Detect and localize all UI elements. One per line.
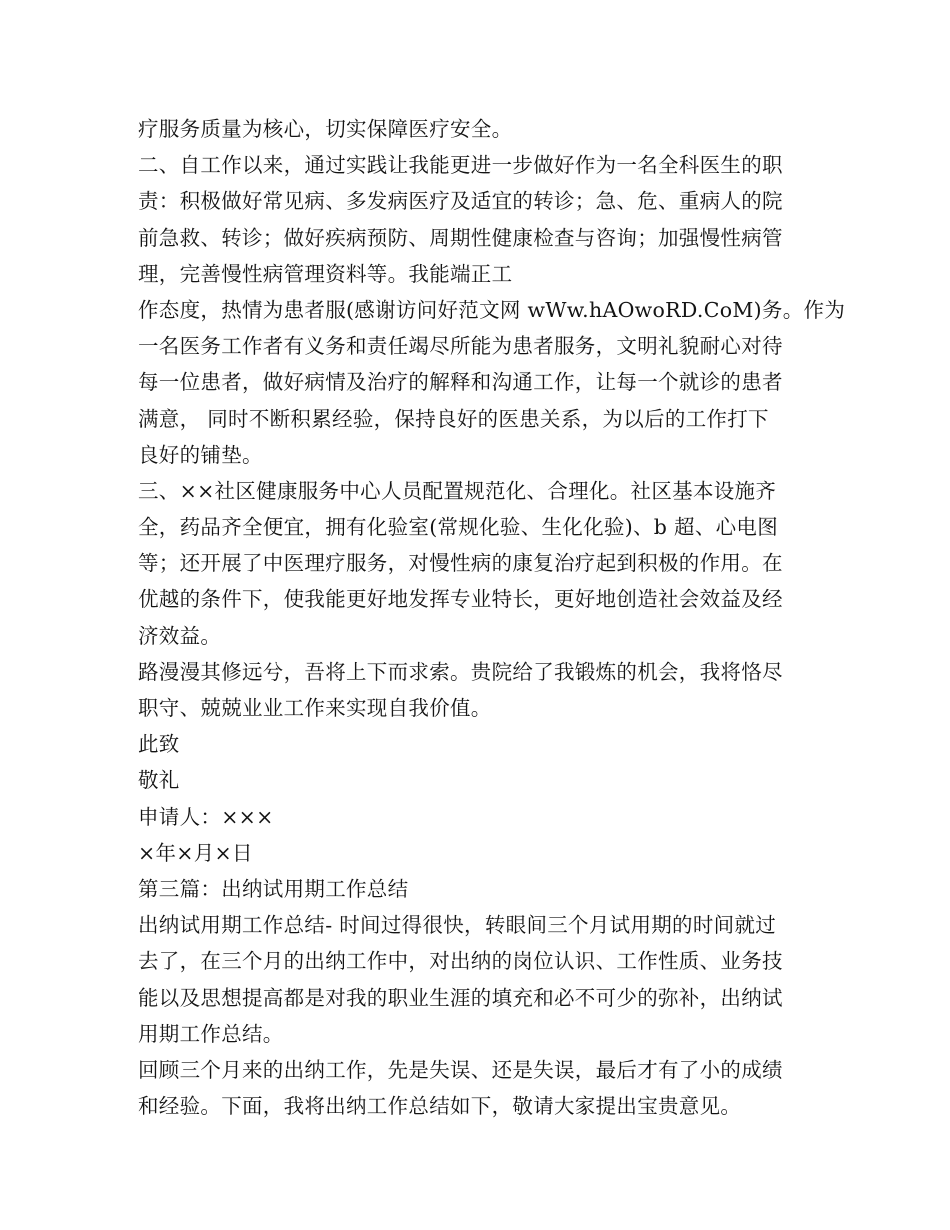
closing-line: 敬礼 <box>138 768 180 793</box>
text-line: 疗服务质量为核心，切实保障医疗安全。 <box>138 117 513 141</box>
text-line: 全，药品齐全便宜，拥有化验室(常规化验、生化化验)、b 超、心电图 <box>138 515 779 540</box>
date-line: ×年×月×日 <box>138 840 253 865</box>
text-line: 路漫漫其修远兮，吾将上下而求索。贵院给了我锻炼的机会，我将恪尽 <box>138 659 783 684</box>
text-line: 职守、兢兢业业工作来实现自我价值。 <box>138 696 492 720</box>
text-line: 等；还开展了中医理疗服务，对慢性病的康复治疗起到积极的作用。在 <box>138 551 783 576</box>
text-line: 作态度，热情为患者服(感谢访问好范文网 wWw.hAOwoRD.CoM)务。作为 <box>138 297 846 322</box>
text-line: 二、自工作以来，通过实践让我能更进一步做好作为一名全科医生的职 <box>138 153 783 178</box>
text-line: 前急救、转诊；做好疾病预防、周期性健康检查与咨询；加强慢性病管 <box>138 225 783 250</box>
text-line: 和经验。下面，我将出纳工作总结如下，敬请大家提出宝贵意见。 <box>138 1094 742 1119</box>
text-line: 三、××社区健康服务中心人员配置规范化、合理化。社区基本设施齐 <box>138 478 777 503</box>
section-title: 第三篇：出纳试用期工作总结 <box>138 876 409 901</box>
text-line: 去了，在三个月的出纳工作中，对出纳的岗位认识、工作性质、业务技 <box>138 949 783 974</box>
text-line: 济效益。 <box>138 623 222 648</box>
text-line: 用期工作总结。 <box>138 1021 284 1046</box>
text-line: 一名医务工作者有义务和责任竭尽所能为患者服务，文明礼貌耐心对待 <box>138 334 783 359</box>
applicant-line: 申请人：××× <box>138 804 274 829</box>
text-line: 理，完善慢性病管理资料等。我能端正工 <box>138 261 513 286</box>
text-line: 出纳试用期工作总结- 时间过得很快，转眼间三个月试用期的时间就过 <box>138 913 777 938</box>
text-line: 满意， 同时不断积累经验，保持良好的医患关系，为以后的工作打下 <box>138 406 769 431</box>
text-line: 回顾三个月来的出纳工作，先是失误、还是失误，最后才有了小的成绩 <box>138 1057 783 1082</box>
document-page <box>138 111 846 1124</box>
text-line: 优越的条件下，使我能更好地发挥专业特长，更好地创造社会效益及经 <box>138 587 783 612</box>
text-line: 能以及思想提高都是对我的职业生涯的填充和必不可少的弥补，出纳试 <box>138 985 783 1010</box>
text-line: 良好的铺垫。 <box>138 442 263 467</box>
text-line: 每一位患者，做好病情及治疗的解释和沟通工作，让每一个就诊的患者 <box>138 370 783 395</box>
text-line: 责：积极做好常见病、多发病医疗及适宜的转诊；急、危、重病人的院 <box>138 189 783 214</box>
closing-line: 此致 <box>138 732 180 757</box>
